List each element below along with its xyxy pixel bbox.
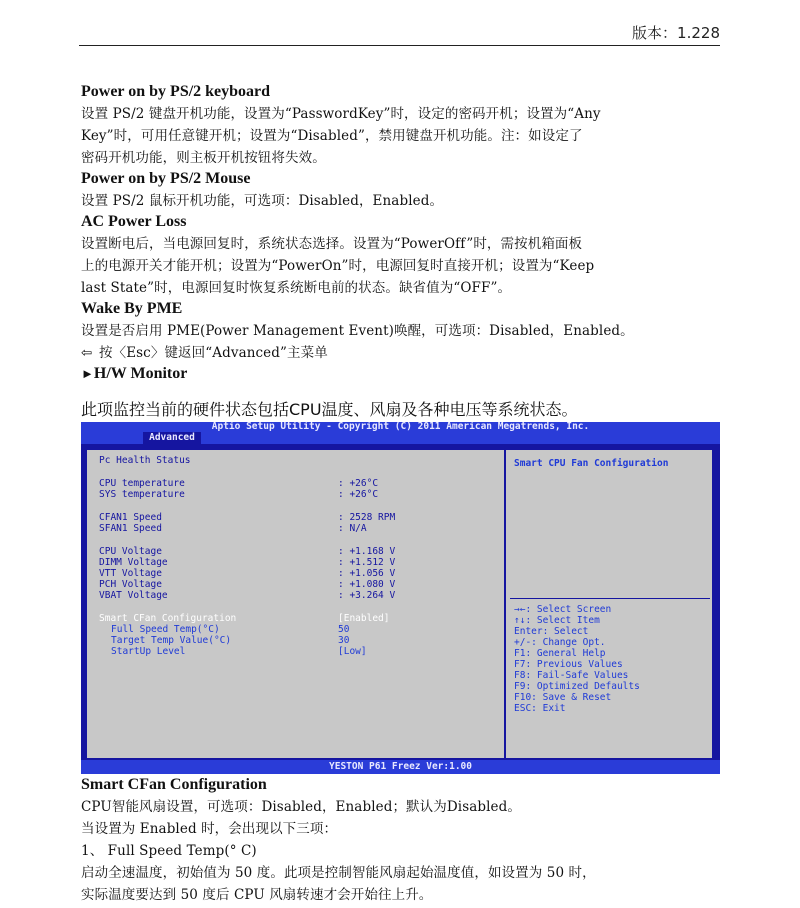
bios-key-hint: F10: Save & Reset (514, 692, 612, 703)
bios-title-bar: Aptio Setup Utility - Copyright (C) 2011 American Megatrends, Inc. (81, 422, 720, 432)
bios-key-hint: →←: Select Screen (514, 604, 612, 615)
paragraph-line: 实际温度要达到 50 度后 CPU 风扇转速才会开始往上升。 (81, 887, 433, 903)
paragraph-line: 设置断电后，当电源回复时，系统状态选择。设置为“PowerOff”时，需按机箱面板 (81, 236, 583, 252)
bios-option-startup-level[interactable]: StartUp Level (111, 646, 186, 657)
bios-help-title: Smart CPU Fan Configuration (514, 458, 669, 469)
bios-divider (504, 450, 506, 758)
bios-value-dimm-voltage: : +1.512 V (338, 557, 396, 568)
bios-label-sfan1: SFAN1 Speed (99, 523, 162, 534)
bios-option-startup-level-value[interactable]: [Low] (338, 646, 367, 657)
back-arrow-icon: ⇦ (81, 345, 93, 361)
bios-key-hint: F7: Previous Values (514, 659, 623, 670)
section-title-ps2-mouse: Power on by PS/2 Mouse (81, 170, 251, 187)
bios-label-pch-voltage: PCH Voltage (99, 579, 162, 590)
version-label: 版本：1.228 (632, 24, 720, 42)
paragraph-line: last State”时，电源回复时恢复系统断电前的状态。缺省值为“OFF”。 (81, 280, 512, 296)
section-title-ps2-keyboard: Power on by PS/2 keyboard (81, 83, 271, 100)
bios-value-vtt-voltage: : +1.056 V (338, 568, 396, 579)
bios-label-cpu-voltage: CPU Voltage (99, 546, 162, 557)
bios-panel (87, 450, 712, 758)
section-title-smart-cfan: Smart CFan Configuration (81, 776, 267, 793)
bios-label-vtt-voltage: VTT Voltage (99, 568, 162, 579)
bios-footer: YESTON P61 Freez Ver:1.00 (81, 760, 720, 774)
bios-label-dimm-voltage: DIMM Voltage (99, 557, 168, 568)
bios-key-hint: F9: Optimized Defaults (514, 681, 640, 692)
bios-option-smart-cfan[interactable]: Smart CFan Configuration (99, 613, 237, 624)
bios-option-smart-cfan-value[interactable]: [Enabled] (338, 613, 390, 624)
section-title-ac-power-loss: AC Power Loss (81, 213, 187, 230)
document-body (81, 82, 721, 385)
bios-value-cpu-temp: : +26°C (338, 478, 379, 489)
bios-help-divider (510, 598, 710, 599)
paragraph-line: Key”时，可用任意键开机；设置为“Disabled”，禁用键盘开机功能。注：如设定了 (81, 128, 583, 144)
bios-label-vbat-voltage: VBAT Voltage (99, 590, 168, 601)
bios-section-header: Pc Health Status (99, 455, 191, 466)
bios-value-sys-temp: : +26°C (338, 489, 379, 500)
bios-value-cfan1: : 2528 RPM (338, 512, 396, 523)
hw-monitor-intro: 此项监控当前的硬件状态包括CPU温度、风扇及各种电压等系统状态。 (81, 400, 578, 419)
bios-value-sfan1: : N/A (338, 523, 367, 534)
bios-label-cpu-temp: CPU temperature (99, 478, 185, 489)
paragraph-line: CPU智能风扇设置，可选项：Disabled，Enabled；默认为Disabled。 (81, 799, 521, 815)
back-instruction (81, 342, 721, 364)
paragraph-line: 设置 PS/2 键盘开机功能，设置为“PasswordKey”时，设定的密码开机；设置为“Any (81, 106, 601, 122)
bios-value-cpu-voltage: : +1.168 V (338, 546, 396, 557)
bios-value-vbat-voltage: : +3.264 V (338, 590, 396, 601)
bios-key-hint: ESC: Exit (514, 703, 566, 714)
paragraph-line: 设置 PS/2 鼠标开机功能，可选项：Disabled，Enabled。 (81, 193, 444, 209)
bios-screenshot (81, 422, 720, 774)
bios-option-target-temp-value[interactable]: 30 (338, 635, 350, 646)
paragraph-line: 当设置为 Enabled 时，会出现以下三项： (81, 821, 338, 837)
paragraph-line: 密码开机功能，则主板开机按钮将失效。 (81, 150, 326, 166)
section-title-wake-by-pme: Wake By PME (81, 300, 183, 317)
paragraph-line: 1、 Full Speed Temp(° C) (81, 843, 257, 859)
bios-option-full-speed-temp-value[interactable]: 50 (338, 624, 350, 635)
back-instruction-text: 按〈Esc〉键返回“Advanced”主菜单 (99, 345, 328, 361)
bios-key-hint: F1: General Help (514, 648, 606, 659)
paragraph-line: 设置是否启用 PME(Power Management Event)唤醒，可选项：Disabled，Enabled。 (81, 323, 634, 339)
cfan-section (81, 775, 721, 906)
paragraph-line: 启动全速温度，初始值为 50 度。此项是控制智能风扇起始温度值，如设置为 50 时， (81, 865, 596, 881)
bios-value-pch-voltage: : +1.080 V (338, 579, 396, 590)
bios-key-hint: ↑↓: Select Item (514, 615, 600, 626)
paragraph-line: 上的电源开关才能开机；设置为“PowerOn”时，电源回复时直接开机；设置为“Keep (81, 258, 595, 274)
bios-tab-advanced[interactable]: Advanced (143, 432, 201, 444)
bios-label-cfan1: CFAN1 Speed (99, 512, 162, 523)
bios-key-hint: +/-: Change Opt. (514, 637, 606, 648)
bios-option-target-temp[interactable]: Target Temp Value(°C) (111, 635, 232, 646)
bios-label-sys-temp: SYS temperature (99, 489, 185, 500)
bios-key-hint: Enter: Select (514, 626, 589, 637)
bios-key-hint: F8: Fail-Safe Values (514, 670, 629, 681)
section-title-hw-monitor: ► H/W Monitor (81, 364, 721, 385)
page-header (79, 22, 720, 46)
bios-option-full-speed-temp[interactable]: Full Speed Temp(°C) (111, 624, 220, 635)
